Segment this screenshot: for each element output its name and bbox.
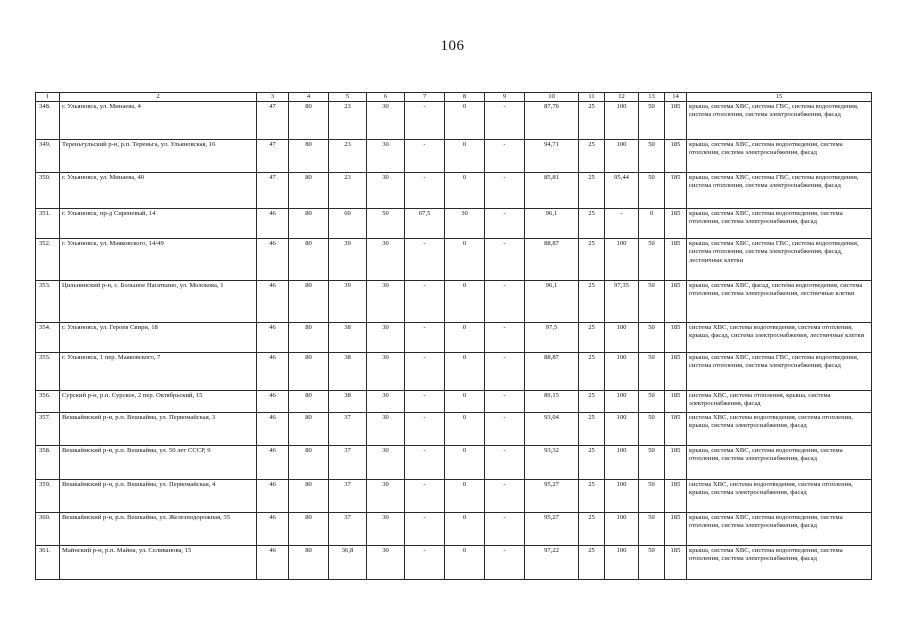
header-cell-col-4: 4 [289, 93, 329, 102]
cell-col-5: 23 [329, 140, 367, 173]
table-row [36, 480, 872, 513]
cell-col-5: 38 [329, 323, 367, 353]
cell-col-12: 100 [605, 446, 639, 480]
cell-col-3: 46 [257, 413, 289, 446]
cell-address: Вешкаймский р-н, р.п. Вешкайма, ул. 50 лет СССР, 9 [60, 446, 257, 480]
cell-col-12: 100 [605, 391, 639, 413]
header-cell-col-10: 10 [525, 93, 579, 102]
cell-col-14: 185 [665, 391, 687, 413]
cell-col-8: 0 [445, 513, 485, 546]
table-row [36, 281, 872, 323]
cell-address: г. Ульяновск, ул. Маяковского, 14/49 [60, 239, 257, 281]
cell-col-12: 100 [605, 140, 639, 173]
header-cell-col-7: 7 [405, 93, 445, 102]
cell-col-5: 37 [329, 446, 367, 480]
cell-col-5: 23 [329, 173, 367, 209]
cell-col-6: 30 [367, 391, 405, 413]
cell-col-13: 0 [639, 209, 665, 239]
cell-col-11: 25 [579, 173, 605, 209]
cell-col-5: 37 [329, 480, 367, 513]
cell-address: г. Ульяновск, ул. Минаева, 40 [60, 173, 257, 209]
cell-col-9: - [485, 239, 525, 281]
cell-col-8: 0 [445, 353, 485, 391]
table-row [36, 513, 872, 546]
cell-col-11: 25 [579, 140, 605, 173]
header-cell-col-15: 15 [687, 93, 872, 102]
cell-row-number: 353. [36, 281, 60, 323]
cell-col-11: 25 [579, 281, 605, 323]
cell-col-13: 50 [639, 102, 665, 140]
cell-row-number: 352. [36, 239, 60, 281]
cell-col-14: 185 [665, 353, 687, 391]
cell-col-8: 0 [445, 391, 485, 413]
header-cell-col-2: 2 [60, 93, 257, 102]
cell-col-8: 0 [445, 102, 485, 140]
cell-col-14: 185 [665, 239, 687, 281]
cell-row-number: 359. [36, 480, 60, 513]
cell-col-4: 80 [289, 173, 329, 209]
cell-col-9: - [485, 323, 525, 353]
cell-col-11: 25 [579, 480, 605, 513]
cell-col-9: - [485, 513, 525, 546]
cell-col-7: - [405, 353, 445, 391]
cell-col-11: 25 [579, 239, 605, 281]
cell-col-12: 100 [605, 413, 639, 446]
cell-col-9: - [485, 413, 525, 446]
header-cell-col-5: 5 [329, 93, 367, 102]
cell-col-5: 39 [329, 239, 367, 281]
cell-row-number: 358. [36, 446, 60, 480]
cell-col-11: 25 [579, 209, 605, 239]
cell-col-7: - [405, 281, 445, 323]
cell-col-11: 25 [579, 513, 605, 546]
cell-col-7: - [405, 391, 445, 413]
table-row [36, 102, 872, 140]
table-row [36, 209, 872, 239]
cell-col-14: 185 [665, 323, 687, 353]
cell-col-3: 46 [257, 446, 289, 480]
cell-col-6: 30 [367, 513, 405, 546]
cell-work-types: крыша, система ХВС, система водоотведения, система отопления, система электроснабжения, фасад [687, 446, 872, 480]
cell-col-6: 30 [367, 353, 405, 391]
cell-col-3: 47 [257, 102, 289, 140]
cell-address: Вешкаймский р-н, р.п. Вешкайма, ул. Железнодорожная, 35 [60, 513, 257, 546]
cell-col-3: 46 [257, 323, 289, 353]
cell-col-5: 38 [329, 391, 367, 413]
cell-address: Цильнинский р-н, с. Большое Нагаткино, ул. Молокова, 1 [60, 281, 257, 323]
cell-work-types: крыша, система ХВС, система водоотведения, система отопления, система электроснабжения, фасад [687, 546, 872, 580]
cell-col-3: 47 [257, 140, 289, 173]
cell-col-9: - [485, 480, 525, 513]
cell-col-14: 185 [665, 413, 687, 446]
cell-col-13: 50 [639, 480, 665, 513]
cell-col-4: 80 [289, 140, 329, 173]
cell-col-6: 30 [367, 446, 405, 480]
cell-address: г. Ульяновск, ул. Героев Свири, 18 [60, 323, 257, 353]
cell-col-13: 50 [639, 391, 665, 413]
cell-col-6: 30 [367, 102, 405, 140]
cell-col-4: 80 [289, 281, 329, 323]
cell-row-number: 354. [36, 323, 60, 353]
cell-col-14: 185 [665, 513, 687, 546]
cell-col-4: 80 [289, 413, 329, 446]
cell-col-13: 50 [639, 323, 665, 353]
cell-col-3: 46 [257, 546, 289, 580]
cell-address: г. Ульяновск, 1 пер. Маяковского, 7 [60, 353, 257, 391]
cell-col-14: 185 [665, 446, 687, 480]
cell-row-number: 348. [36, 102, 60, 140]
cell-col-7: - [405, 446, 445, 480]
header-cell-col-3: 3 [257, 93, 289, 102]
cell-col-6: 30 [367, 140, 405, 173]
header-cell-col-13: 13 [639, 93, 665, 102]
cell-col-11: 25 [579, 323, 605, 353]
cell-col-3: 46 [257, 353, 289, 391]
cell-col-4: 80 [289, 480, 329, 513]
cell-col-12: 100 [605, 480, 639, 513]
register-table [35, 92, 872, 580]
cell-work-types: крыша, система ХВС, система ГВС, система водоотведения, система отопления, система электроснабжения, фасад [687, 353, 872, 391]
cell-col-10: 96,1 [525, 281, 579, 323]
cell-col-13: 50 [639, 513, 665, 546]
cell-address: г. Ульяновск, пр-д Сиреневый, 14 [60, 209, 257, 239]
cell-col-12: 100 [605, 546, 639, 580]
header-cell-col-11: 11 [579, 93, 605, 102]
cell-col-3: 46 [257, 391, 289, 413]
cell-col-10: 97,22 [525, 546, 579, 580]
cell-col-7: - [405, 323, 445, 353]
cell-work-types: крыша, система ХВС, фасад, система водоотведения, система отопления, система электроснабжения, лестничные клетки [687, 281, 872, 323]
cell-col-11: 25 [579, 546, 605, 580]
cell-col-12: 100 [605, 513, 639, 546]
cell-col-8: 0 [445, 446, 485, 480]
cell-col-6: 30 [367, 239, 405, 281]
cell-col-12: 97,35 [605, 281, 639, 323]
cell-col-9: - [485, 173, 525, 209]
cell-work-types: крыша, система ХВС, система водоотведения, система отопления, система электроснабжения, фасад [687, 140, 872, 173]
cell-row-number: 350. [36, 173, 60, 209]
cell-col-7: - [405, 173, 445, 209]
cell-col-4: 80 [289, 323, 329, 353]
cell-col-6: 30 [367, 546, 405, 580]
table-row [36, 239, 872, 281]
cell-col-9: - [485, 102, 525, 140]
cell-col-4: 80 [289, 102, 329, 140]
cell-col-14: 185 [665, 209, 687, 239]
cell-col-7: - [405, 413, 445, 446]
cell-col-14: 185 [665, 140, 687, 173]
cell-address: Тереньгульский р-н, р.п. Тереньга, ул. Ульяновская, 16 [60, 140, 257, 173]
cell-work-types: крыша, система ХВС, система водоотведения, система отопления, система электроснабжения, фасад [687, 513, 872, 546]
cell-col-9: - [485, 353, 525, 391]
cell-col-7: - [405, 513, 445, 546]
cell-col-6: 30 [367, 480, 405, 513]
cell-col-10: 87,76 [525, 102, 579, 140]
cell-col-14: 185 [665, 281, 687, 323]
cell-row-number: 349. [36, 140, 60, 173]
cell-col-3: 46 [257, 239, 289, 281]
cell-col-9: - [485, 281, 525, 323]
cell-col-9: - [485, 140, 525, 173]
cell-col-12: 100 [605, 323, 639, 353]
cell-col-12: 100 [605, 353, 639, 391]
cell-row-number: 361. [36, 546, 60, 580]
header-cell-col-8: 8 [445, 93, 485, 102]
header-cell-col-1: 1 [36, 93, 60, 102]
cell-col-6: 50 [367, 209, 405, 239]
header-cell-col-14: 14 [665, 93, 687, 102]
cell-col-11: 25 [579, 446, 605, 480]
cell-col-5: 37 [329, 413, 367, 446]
cell-work-types: крыша, система ХВС, система водоотведения, система отопления, система электроснабжения, фасад [687, 209, 872, 239]
cell-col-5: 39 [329, 281, 367, 323]
cell-col-3: 46 [257, 209, 289, 239]
cell-col-12: 100 [605, 102, 639, 140]
cell-col-5: 23 [329, 102, 367, 140]
cell-col-13: 50 [639, 446, 665, 480]
header-cell-col-9: 9 [485, 93, 525, 102]
table-row [36, 446, 872, 480]
cell-col-9: - [485, 391, 525, 413]
cell-col-8: 30 [445, 209, 485, 239]
cell-col-8: 0 [445, 281, 485, 323]
cell-col-10: 96,1 [525, 209, 579, 239]
cell-col-10: 93,32 [525, 446, 579, 480]
table-row [36, 353, 872, 391]
cell-col-12: 95,44 [605, 173, 639, 209]
cell-col-8: 0 [445, 239, 485, 281]
cell-col-13: 50 [639, 173, 665, 209]
cell-col-9: - [485, 446, 525, 480]
table-row [36, 173, 872, 209]
cell-col-10: 95,27 [525, 480, 579, 513]
cell-col-11: 25 [579, 102, 605, 140]
cell-col-8: 0 [445, 323, 485, 353]
cell-col-8: 0 [445, 173, 485, 209]
cell-work-types: система ХВС, система отопления, крыша, система электроснабжения, фасад [687, 391, 872, 413]
cell-col-11: 25 [579, 353, 605, 391]
cell-row-number: 355. [36, 353, 60, 391]
cell-col-6: 30 [367, 281, 405, 323]
cell-col-7: - [405, 102, 445, 140]
cell-col-5: 36,8 [329, 546, 367, 580]
cell-col-12: 100 [605, 239, 639, 281]
cell-col-9: - [485, 546, 525, 580]
cell-col-6: 30 [367, 323, 405, 353]
page-number: 106 [440, 38, 465, 54]
table-row [36, 391, 872, 413]
cell-row-number: 357. [36, 413, 60, 446]
header-cell-col-12: 12 [605, 93, 639, 102]
cell-row-number: 360. [36, 513, 60, 546]
cell-col-13: 50 [639, 140, 665, 173]
cell-col-5: 60 [329, 209, 367, 239]
cell-col-8: 0 [445, 480, 485, 513]
cell-address: Вешкаймский р-н, р.п. Вешкайма, ул. Первомайская, 4 [60, 480, 257, 513]
cell-col-14: 185 [665, 173, 687, 209]
cell-col-3: 46 [257, 281, 289, 323]
cell-address: г. Ульяновск, ул. Минаева, 4 [60, 102, 257, 140]
cell-col-10: 94,71 [525, 140, 579, 173]
cell-col-10: 97,5 [525, 323, 579, 353]
cell-col-4: 80 [289, 446, 329, 480]
cell-work-types: система ХВС, система водоотведения, система отопления, крыша, система электроснабжения, фасад [687, 413, 872, 446]
table-row [36, 140, 872, 173]
cell-address: Майнский р-н, р.п. Майна, ул. Селиванова, 15 [60, 546, 257, 580]
cell-col-3: 46 [257, 513, 289, 546]
cell-address: Сурский р-н, р.п. Сурское, 2 пер. Октябрьский, 15 [60, 391, 257, 413]
cell-col-14: 185 [665, 546, 687, 580]
cell-col-8: 0 [445, 413, 485, 446]
cell-col-10: 89,15 [525, 391, 579, 413]
cell-work-types: крыша, система ХВС, система ГВС, система водоотведения, система отопления, система электроснабжения, фасад, лестничные клетки [687, 239, 872, 281]
cell-col-7: 67,5 [405, 209, 445, 239]
cell-col-5: 37 [329, 513, 367, 546]
cell-col-10: 88,87 [525, 239, 579, 281]
table-row [36, 323, 872, 353]
cell-col-13: 50 [639, 281, 665, 323]
cell-col-13: 50 [639, 353, 665, 391]
cell-col-6: 30 [367, 413, 405, 446]
cell-work-types: крыша, система ХВС, система ГВС, система водоотведения, система отопления, система электроснабжения, фасад [687, 102, 872, 140]
cell-col-11: 25 [579, 413, 605, 446]
cell-address: Вешкаймский р-н, р.п. Вешкайма, ул. Первомайская, 3 [60, 413, 257, 446]
cell-col-7: - [405, 140, 445, 173]
cell-col-13: 50 [639, 239, 665, 281]
cell-col-10: 85,81 [525, 173, 579, 209]
cell-col-7: - [405, 546, 445, 580]
cell-col-13: 50 [639, 413, 665, 446]
cell-col-9: - [485, 209, 525, 239]
header-row [36, 93, 872, 102]
table-body [36, 93, 872, 580]
cell-col-3: 47 [257, 173, 289, 209]
cell-col-12: - [605, 209, 639, 239]
cell-col-4: 80 [289, 546, 329, 580]
cell-work-types: крыша, система ХВС, система ГВС, система водоотведения, система отопления, система электроснабжения, фасад [687, 173, 872, 209]
cell-col-4: 80 [289, 239, 329, 281]
cell-col-10: 95,27 [525, 513, 579, 546]
cell-col-14: 185 [665, 480, 687, 513]
table-row [36, 413, 872, 446]
cell-col-3: 46 [257, 480, 289, 513]
cell-col-11: 25 [579, 391, 605, 413]
cell-col-14: 185 [665, 102, 687, 140]
cell-col-7: - [405, 239, 445, 281]
cell-col-10: 88,87 [525, 353, 579, 391]
cell-col-6: 30 [367, 173, 405, 209]
cell-row-number: 356. [36, 391, 60, 413]
cell-col-5: 38 [329, 353, 367, 391]
cell-col-13: 50 [639, 546, 665, 580]
cell-col-4: 80 [289, 391, 329, 413]
header-cell-col-6: 6 [367, 93, 405, 102]
cell-col-4: 80 [289, 209, 329, 239]
cell-col-10: 93,04 [525, 413, 579, 446]
cell-col-4: 80 [289, 513, 329, 546]
cell-work-types: система ХВС, система водоотведения, система отопления, крыша, система электроснабжения, фасад [687, 480, 872, 513]
cell-row-number: 351. [36, 209, 60, 239]
cell-col-8: 0 [445, 140, 485, 173]
cell-work-types: система ХВС, система водоотведения, система отопления, крыша, фасад, система электроснабжения, лестничные клетки [687, 323, 872, 353]
cell-col-7: - [405, 480, 445, 513]
cell-col-4: 80 [289, 353, 329, 391]
cell-col-8: 0 [445, 546, 485, 580]
table-row [36, 546, 872, 580]
